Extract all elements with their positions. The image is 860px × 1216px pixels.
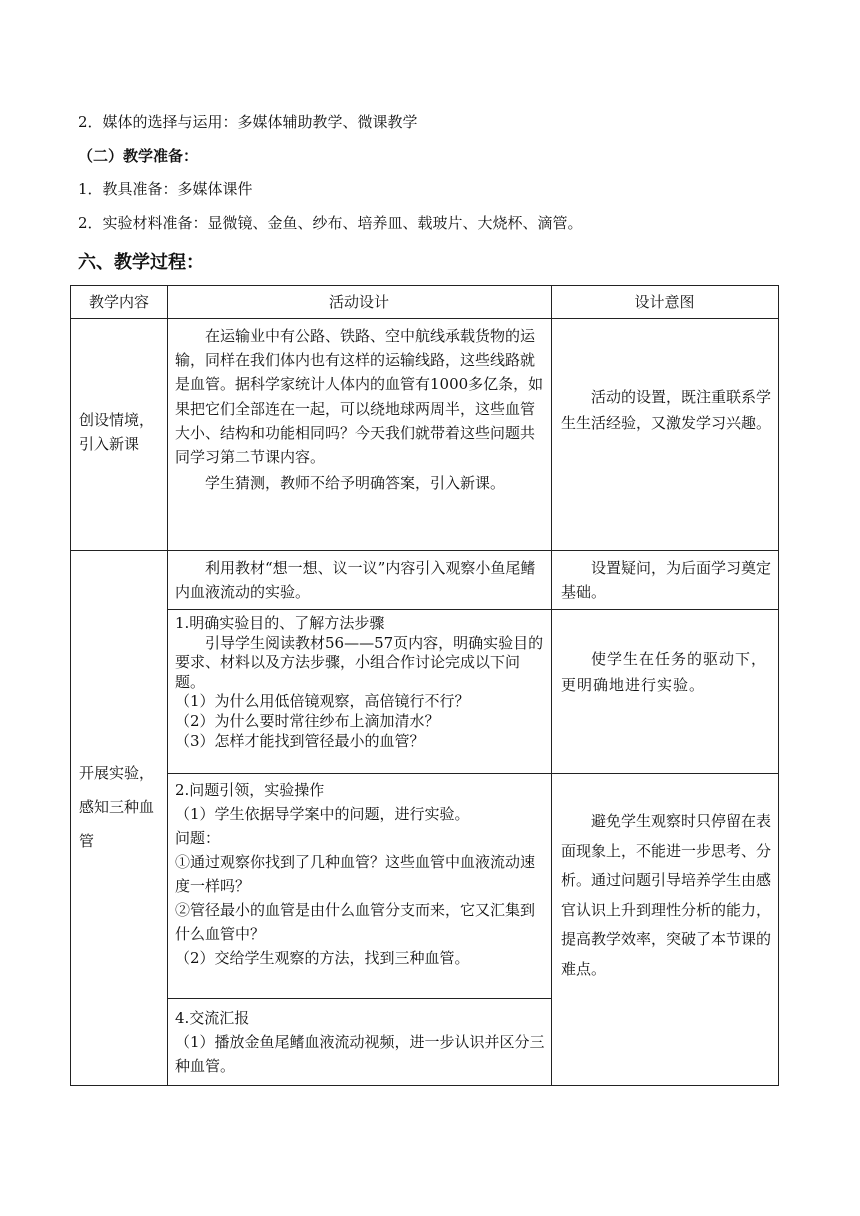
row2-sub2-q1: （1）为什么用低倍镜观察，高倍镜行不行？ (175, 692, 470, 711)
materials-line: 2．实验材料准备：显微镜、金鱼、纱布、培养皿、载玻片、大烧杯、滴管。 (78, 214, 583, 232)
row2-sub3-l4: ②管径最小的血管是由什么血管分支而来，它又汇集到什么血管中？ (175, 901, 536, 943)
row1-activity-p1: 在运输业中有公路、铁路、空中航线承载货物的运输，同样在我们体内也有这样的运输线路，这些线路就是血管。据科学家统计人体内的血管有1000多亿条，如果把它们全部连在一起，可以绕地球两周半，这些血管大小、结构和功能相同吗？今天我们就带着这些问题共同学习第二节课内容。 (175, 327, 544, 467)
row1-content: 创设情境，引入新课 (79, 411, 155, 453)
row2-sub3-l1: （1）学生依据导学案中的问题，进行实验。 (175, 805, 470, 823)
tools-line: 1．教具准备：多媒体课件 (78, 180, 253, 198)
row2-sub2-activity (175, 614, 545, 751)
row1-activity-p2: 学生猜测，教师不给予明确答案，引入新课。 (205, 474, 506, 493)
row2-sub4-l1: （1）播放金鱼尾鳍血液流动视频，进一步认识并区分三种血管。 (175, 1033, 545, 1075)
row2-sub4-title: 4.交流汇报 (175, 1009, 250, 1027)
header-intent: 设计意图 (634, 293, 695, 311)
row2-sub3-title: 2.问题引领，实验操作 (175, 781, 325, 799)
row2-sub3-l3: ①通过观察你找到了几种血管？这些血管中血液流动速度一样吗？ (175, 853, 536, 895)
row1-intent: 活动的设置，既注重联系学生生活经验，又激发学习兴趣。 (561, 388, 772, 432)
section-heading: 六、教学过程： (78, 252, 204, 273)
header-content: 教学内容 (88, 293, 149, 311)
row2-sub3-activity (175, 778, 545, 970)
prep-heading: （二）教学准备： (78, 147, 199, 165)
row2-sub1-intent: 设置疑问，为后面学习奠定基础。 (561, 559, 772, 601)
media-line: 2．媒体的选择与运用：多媒体辅助教学、微课教学 (78, 113, 418, 131)
row2-sub2-q3: （3）怎样才能找到管径最小的血管？ (175, 731, 425, 750)
row2-sub2-q2: （2）为什么要时常往纱布上滴加清水？ (175, 711, 440, 730)
row2-sub3-l2: 问题： (175, 829, 221, 847)
row2-sub3-l5: （2）交给学生观察的方法，找到三种血管。 (175, 949, 470, 967)
row2-sub3-intent: 避免学生观察时只停留在表面现象上，不能进一步思考、分析。通过问题引导培养学生由感官认识上升到理性分析的能力，提高教学效率，突破了本节课的难点。 (561, 812, 772, 978)
row2-content: 开展实验，感知三种血管 (79, 764, 155, 850)
row1-activity (175, 324, 545, 495)
row2-sub4-activity (175, 1006, 545, 1078)
header-activity: 活动设计 (328, 293, 389, 311)
row2-sub1-activity: 利用教材“想一想、议一议”内容引入观察小鱼尾鳍内血液流动的实验。 (175, 559, 536, 601)
row2-sub2-body: 引导学生阅读教材56——57页内容，明确实验目的要求、材料以及方法步骤，小组合作讨论完成以下问题。 (175, 633, 544, 691)
teaching-process-table (70, 285, 779, 1086)
row2-sub2-intent: 使学生在任务的驱动下，更明确地进行实验。 (561, 650, 768, 694)
row2-sub2-title: 1.明确实验目的、了解方法步骤 (175, 614, 385, 632)
